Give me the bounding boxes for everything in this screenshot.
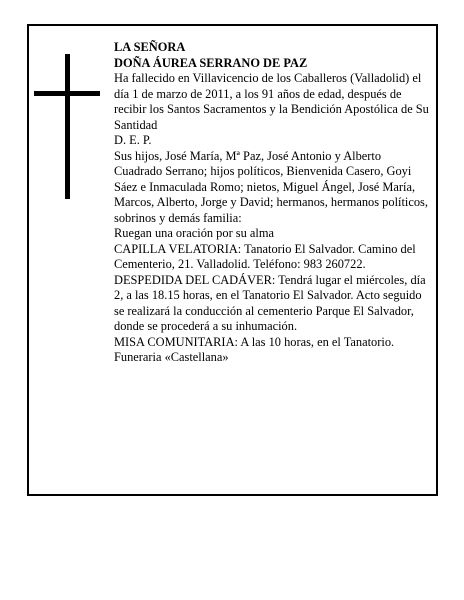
cross-icon	[34, 54, 100, 199]
funeral-home: Funeraria «Castellana»	[114, 350, 229, 364]
family-list: Sus hijos, José María, Mª Paz, José Antonio y Alberto Cuadrado Serrano; hijos políticos, Bienvenida Casero, Goyi Sáez e Inmaculada Romo; nietos, Miguel Ángel, José María, Marcos, Alberto, Jorge y David; hermanos, hermanos políticos, sobrinos y demás familia:	[114, 148, 428, 225]
notice-title: LA SEÑORA	[114, 40, 186, 54]
rest-in-peace: D. E. P.	[114, 133, 152, 147]
funeral-farewell: DESPEDIDA DEL CADÁVER: Tendrá lugar el miércoles, día 2, a las 18.15 horas, en el Tanatorio El Salvador. Acto seguido se realizará la conducción al cementerio Parque El Salvador, donde se procederá a su inhumación.	[114, 272, 426, 333]
prayer-request: Ruegan una oración por su alma	[114, 226, 274, 240]
death-announcement: Ha fallecido en Villavicencio de los Caballeros (Valladolid) el día 1 de marzo de 2011, a los 91 años de edad, después de recibir los Santos Sacramentos y la Bendición Apostólica de Su Santidad	[114, 71, 429, 132]
cross-vertical-bar	[65, 54, 70, 199]
wake-location: CAPILLA VELATORIA: Tanatorio El Salvador. Camino del Cementerio, 21. Valladolid. Teléfono: 983 260722.	[114, 241, 416, 271]
cross-horizontal-bar	[34, 91, 100, 96]
obituary-text	[114, 40, 432, 366]
deceased-name: DOÑA ÁUREA SERRANO DE PAZ	[114, 55, 308, 70]
community-mass: MISA COMUNITARIA: A las 10 horas, en el Tanatorio.	[114, 334, 395, 349]
